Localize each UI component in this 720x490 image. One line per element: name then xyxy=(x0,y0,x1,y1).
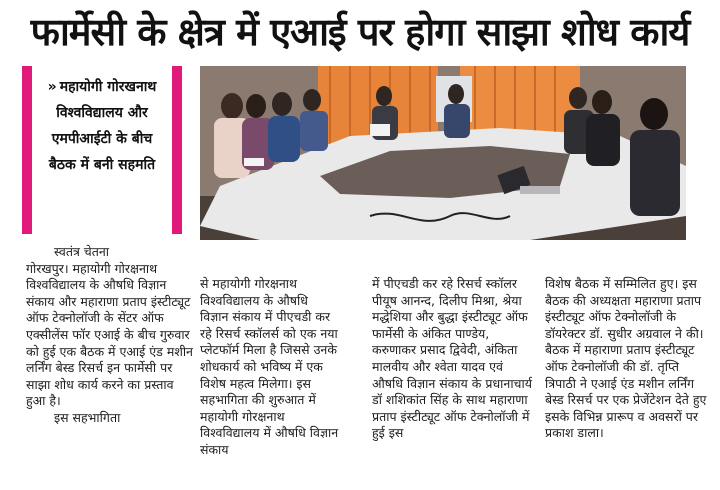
article-text-3: में पीएचडी कर रहे रिसर्च स्कॉलर पीयूष आनन्द, दिलीप मिश्रा, श्रेया मद्धेशिया और बुद्धा इंस्टीट्यूट ऑफ फार्मेसी के अंकित पाण्डेय, करुणाकर प्रसाद द्विवेदी, अंकिता मालवीय और श्वेता यादव एवं औषधि विज्ञान संकाय के प्रधानाचार्य डॉ शशिकांत सिंह के साथ महाराणा प्रताप इंस्टीट्यूट ऑफ टेक्नोलॉजी में हुई इस xyxy=(372,276,532,441)
headline: फार्मेसी के क्षेत्र में एआई पर होगा साझा शोध कार्य xyxy=(30,10,690,54)
article-column-2 xyxy=(200,276,340,459)
meeting-photo-drawing xyxy=(200,66,686,240)
article-text-4: विशेष बैठक में सम्मिलित हुए। इस बैठक की अध्यक्षता महाराणा प्रताप इंस्टीट्यूट ऑफ टेक्नोलॉजी के डॉयरेक्टर डॉ. सुधीर अग्रवाल ने की। बैठक में महाराणा प्रताप इंस्टीट्यूट ऑफ टेक्नोलॉजी की डॉ. तृप्ति त्रिपाठी ने एआई एंड मशीन लर्निंग बेस्ड रिसर्च पर एक प्रेजेंटेशन देते हुए इसके विभिन्न प्रारूप व अवसरों पर प्रकाश डाला। xyxy=(545,276,707,441)
article-text-1: गोरखपुर। महायोगी गोरक्षनाथ विश्वविद्यालय के औषधि विज्ञान संकाय और महाराणा प्रताप इंस्टीट्यूट ऑफ टेक्नोलॉजी के सेंटर ऑफ एक्सीलेंस फॉर एआई के बीच गुरुवार को हुई एक बैठक में एआई एंड मशीन लर्निंग बेस्ड रिसर्च इन फार्मेसी पर साझा शोध कार्य करने का प्रस्ताव हुआ है। xyxy=(26,260,193,409)
article-text-2: से महायोगी गोरक्षनाथ विश्वविद्यालय के औषधि विज्ञान संकाय में पीएचडी कर रहे रिसर्च स्कॉलर्स को एक नया प्लेटफॉर्म मिला है जिससे उनके शोधकार्य को भविष्य में एक विशेष महत्व मिलेगा। इस सहभागिता की शुरुआत में महायोगी गोरक्षनाथ विश्वविद्यालय में औषधि विज्ञान संकाय xyxy=(200,276,339,457)
article-column-4 xyxy=(545,276,710,442)
meeting-photo xyxy=(200,66,686,240)
article-column-3 xyxy=(372,276,532,442)
chevron-icon: » xyxy=(47,79,57,95)
highlight-text: महायोगी गोरखनाथ विश्वविद्यालय और एमपीआईटी के बीच बैठक में बनी सहमति xyxy=(48,79,157,173)
article-text-1-tail: इस सहभागिता xyxy=(54,409,121,425)
highlight-box xyxy=(22,66,182,234)
byline: स्वतंत्र चेतना xyxy=(54,244,110,259)
article-column-1 xyxy=(26,244,196,427)
